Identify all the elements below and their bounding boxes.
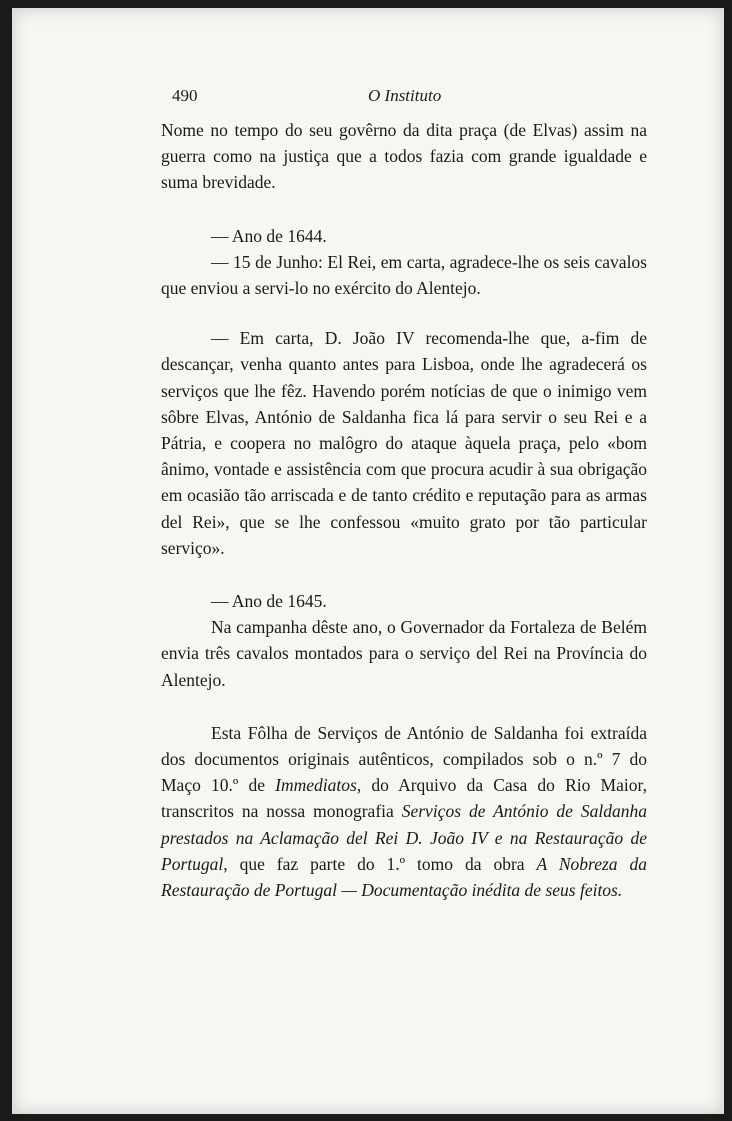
closing-text-3: que faz parte do 1.º tomo da obra (227, 853, 537, 874)
page-header (172, 86, 472, 110)
closing-italic-2: Serviços de António de Saldanha prestados na Aclamação del Rei D. João IV e na Restauração de Portugal, (161, 801, 647, 874)
paragraph-june-15: — 15 de Junho: El Rei, em carta, agradece-lhe os seis cavalos que enviou a servi-lo no exército do Alentejo. (161, 251, 647, 299)
paragraph-year-1645: — Ano de 1645. (211, 591, 327, 612)
running-title: O Instituto (368, 86, 442, 105)
closing-text-2: do Arquivo da Casa do Rio Maior, transcritos na nossa monografia (161, 775, 647, 822)
closing-text-1: Esta Fôlha de Serviços de António de Saldanha foi extraída dos documentos originais autênticos, compilados sob o n.º 7 do Maço 10.º de (161, 722, 647, 796)
closing-italic-3: A Nobreza da Restauração de Portugal — Documentação inédita de seus feitos. (161, 853, 647, 901)
paragraph-year-1644: — Ano de 1644. (211, 225, 327, 246)
body-text (161, 117, 647, 903)
paragraph-campaign: Na campanha dêste ano, o Governador da Fortaleza de Belém envia três cavalos montados para o serviço del Rei na Província do Alentejo. (161, 617, 647, 690)
closing-italic-1: Immediatos, (275, 775, 362, 796)
page-number: 490 (172, 86, 198, 105)
paragraph-letter: — Em carta, D. João IV recomenda-lhe que, a-fim de descançar, venha quanto antes para Lisboa, onde lhe agradecerá os serviços que lhe fêz. Havendo porém notícias de que o inimigo vem sôbre Elvas, António de Saldanha fica lá para servir o seu Rei e a Pátria, e coopera no malôgro do ataque àquela praça, pelo «bom ânimo, vontade e assistência com que procura acudir à sua obrigação em ocasião tão arriscada e de tanto crédito e reputação para as armas del Rei», que se lhe confessou «muito grato por tão particular serviço». (161, 328, 647, 558)
paragraph-1: Nome no tempo do seu govêrno da dita praça (de Elvas) assim na guerra como na justiça que a todos fazia com grande igualdade e suma brevidade. (161, 120, 647, 193)
paragraph-closing (161, 720, 647, 903)
